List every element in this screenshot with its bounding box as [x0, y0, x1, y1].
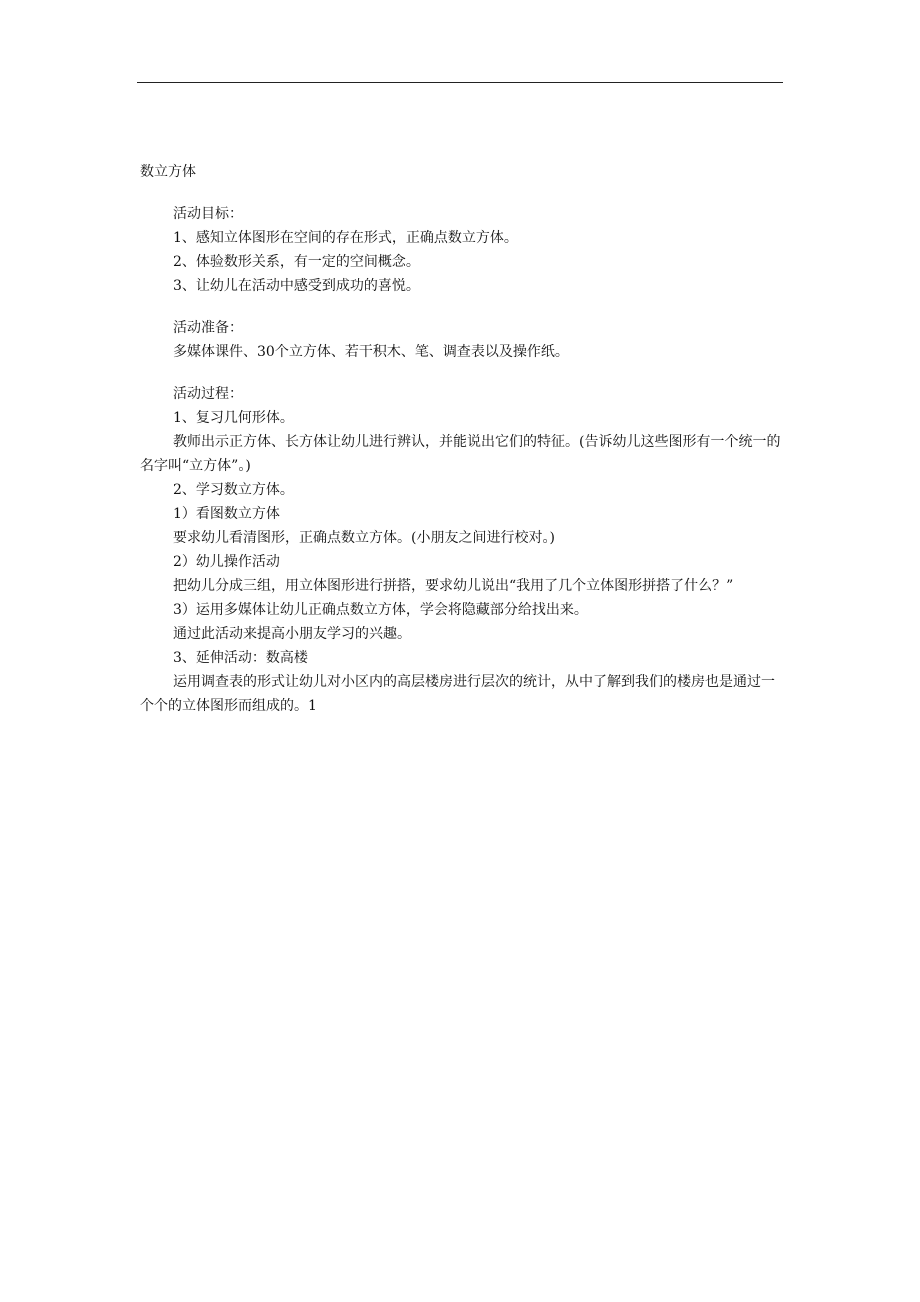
goal-item-3: 3、让幼儿在活动中感受到成功的喜悦。 [173, 278, 420, 294]
process-step-3-detail: 运用调查表的形式让幼儿对小区内的高层楼房进行层次的统计，从中了解到我们的楼房也是通过一个个的立体图形而组成的。1 [140, 674, 775, 714]
preparation-section [140, 316, 783, 364]
process-step-1-detail: 教师出示正方体、长方体让幼儿进行辨认，并能说出它们的特征。(告诉幼儿这些图形有一个统一的名字叫“立方体”。) [140, 434, 781, 474]
header-rule [137, 82, 783, 83]
process-substep-3: 3）运用多媒体让幼儿正确点数立方体，学会将隐藏部分给找出来。 [173, 602, 588, 618]
goal-item-2: 2、体验数形关系，有一定的空间概念。 [173, 254, 420, 270]
preparation-text: 多媒体课件、30个立方体、若干积木、笔、调查表以及操作纸。 [173, 344, 569, 360]
process-step-3: 3、延伸活动：数高楼 [173, 650, 308, 666]
process-step-2: 2、学习数立方体。 [173, 482, 294, 498]
process-substep-2-detail: 把幼儿分成三组，用立体图形进行拼搭，要求幼儿说出“我用了几个立体图形拼搭了什么？” [173, 578, 734, 594]
process-section [140, 382, 783, 718]
process-heading: 活动过程： [173, 386, 243, 402]
process-substep-1: 1）看图数立方体 [173, 506, 280, 522]
goals-section [140, 202, 783, 298]
goals-heading: 活动目标： [173, 206, 243, 222]
process-substep-2: 2）幼儿操作活动 [173, 554, 280, 570]
process-step-1: 1、复习几何形体。 [173, 410, 294, 426]
document-body [140, 160, 783, 736]
preparation-heading: 活动准备： [173, 320, 243, 336]
process-substep-3-detail: 通过此活动来提高小朋友学习的兴趣。 [173, 626, 411, 642]
process-substep-1-detail: 要求幼儿看清图形，正确点数立方体。(小朋友之间进行校对。) [173, 530, 555, 546]
goal-item-1: 1、感知立体图形在空间的存在形式，正确点数立方体。 [173, 230, 518, 246]
document-title: 数立方体 [140, 164, 196, 180]
